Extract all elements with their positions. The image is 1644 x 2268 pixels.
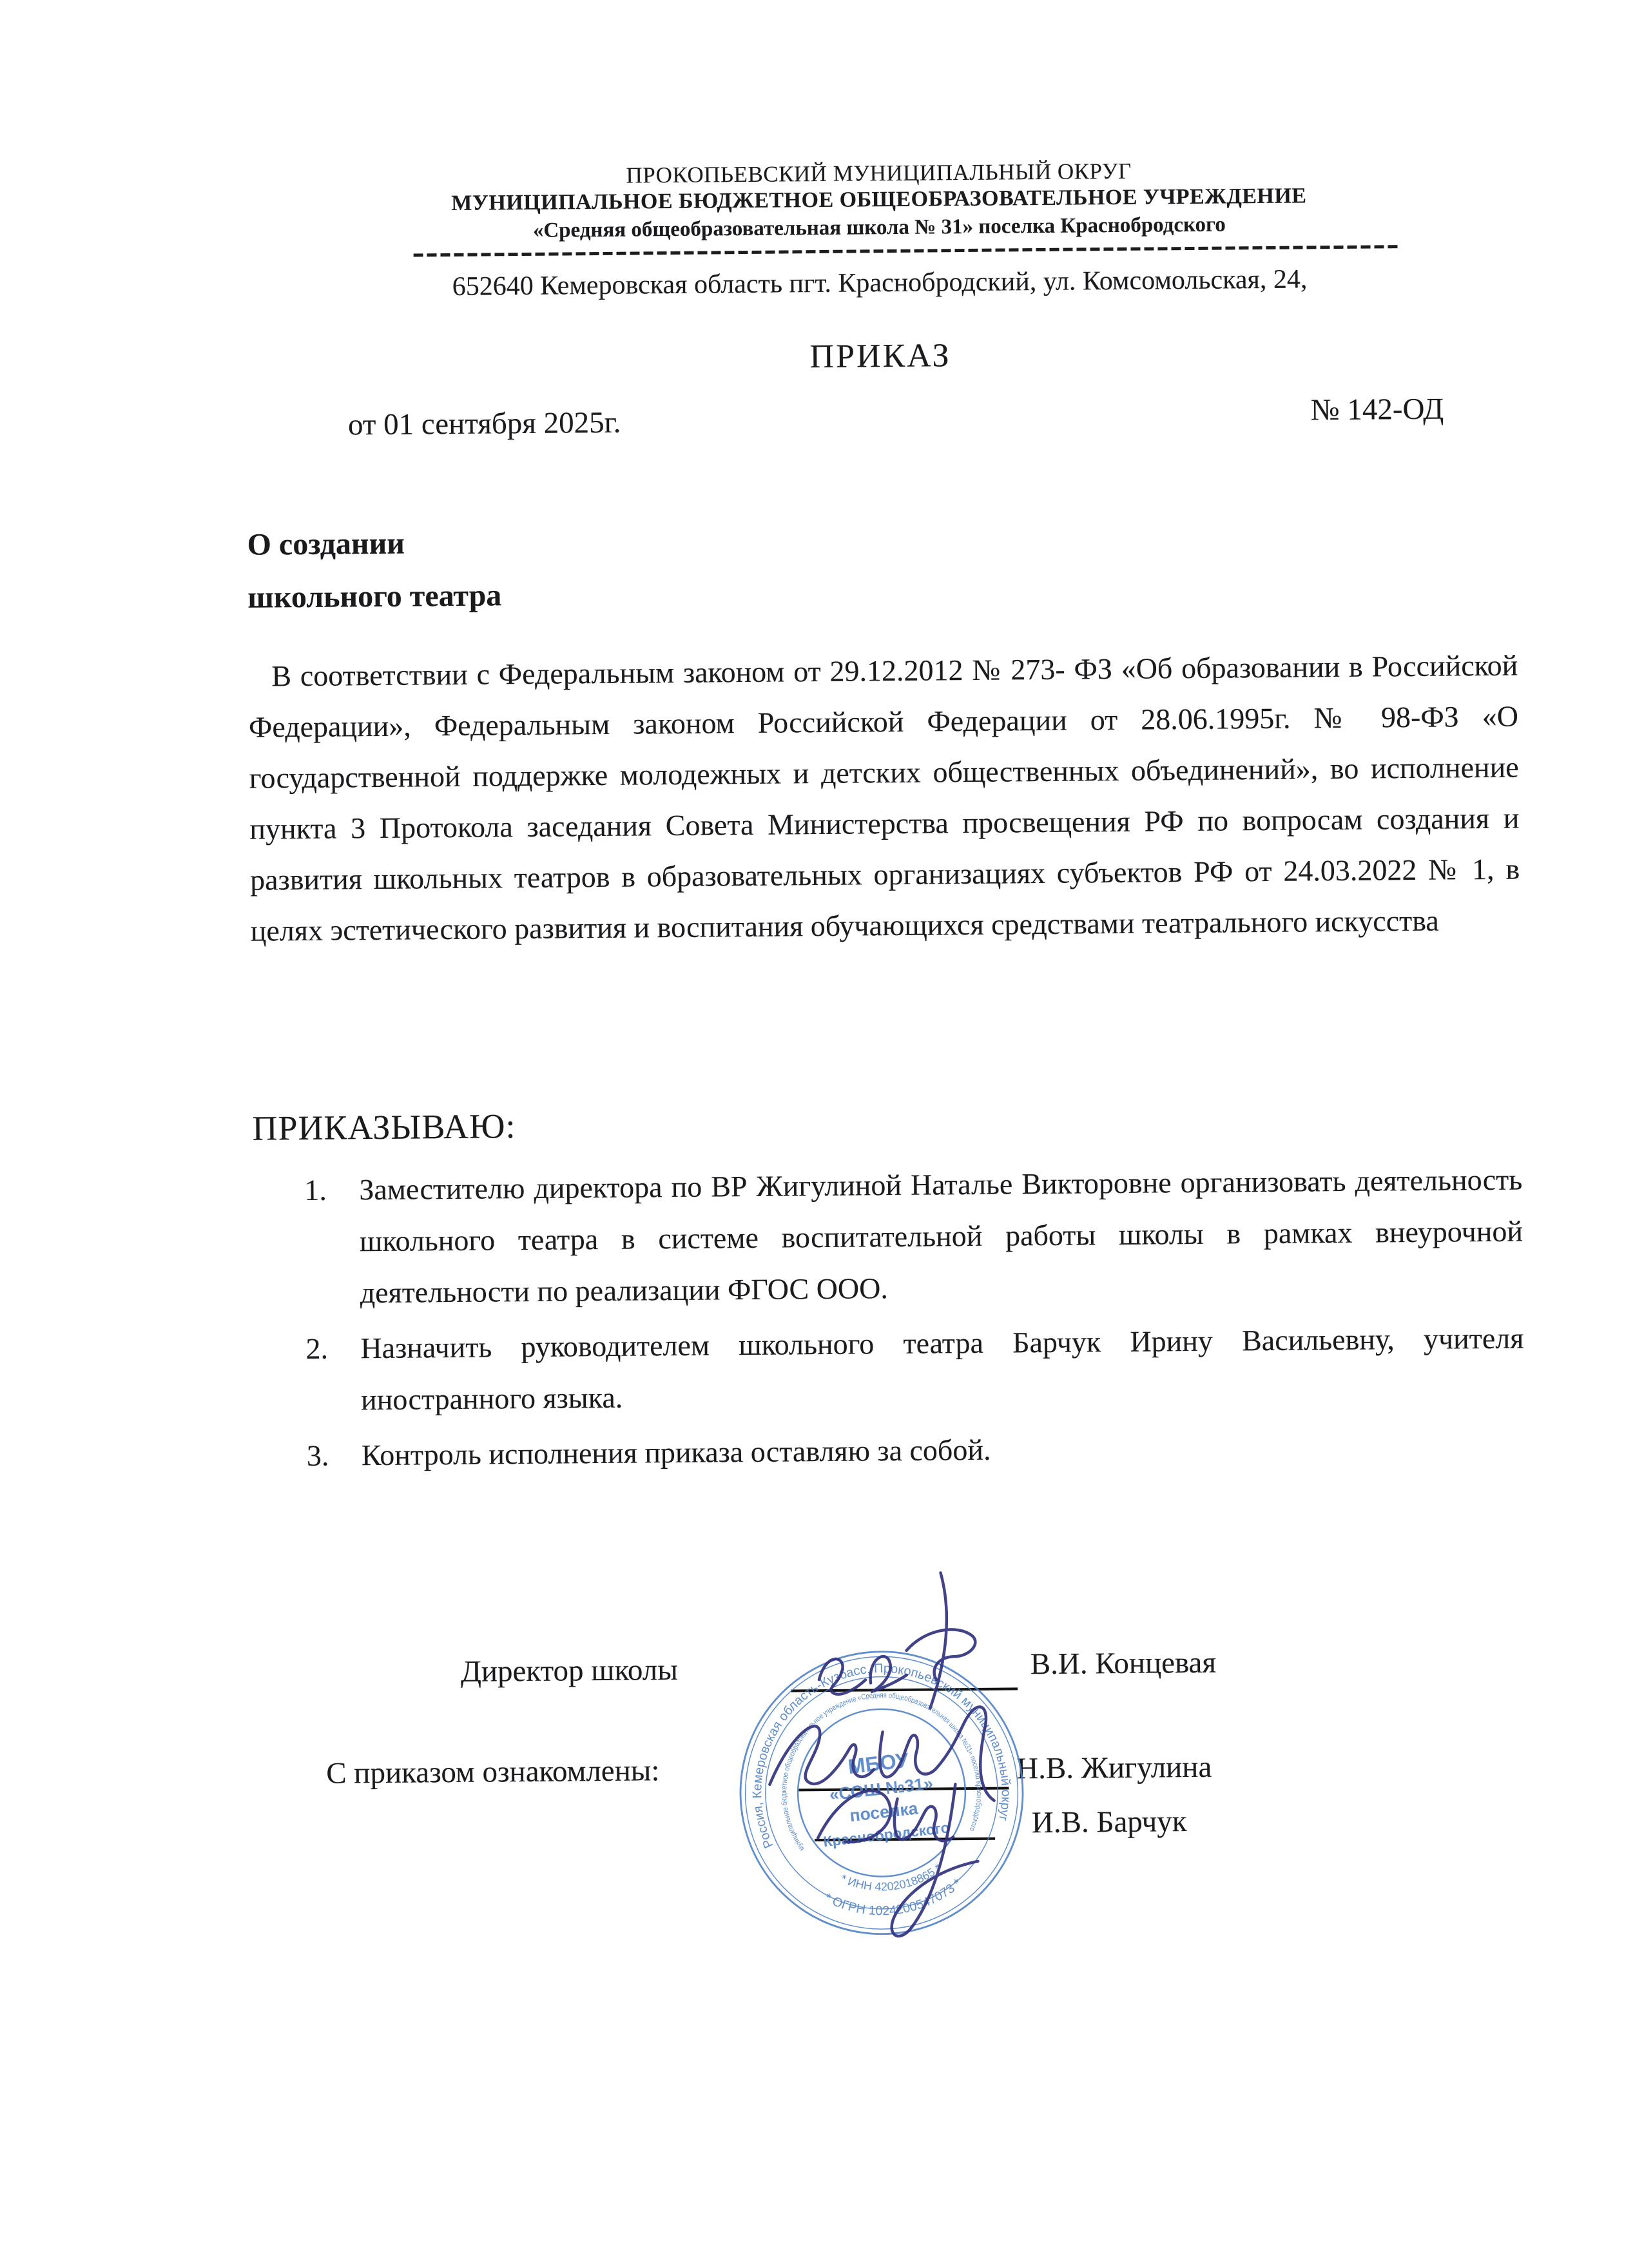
doc-date: от 01 сентября 2025г.: [347, 405, 621, 442]
org-district-line: ПРОКОПЬЕВСКИЙ МУНИЦИПАЛЬНЫЙ ОКРУГ: [626, 158, 1132, 188]
letterhead-dashed-separator: [414, 245, 1400, 257]
order-item-number: 3.: [306, 1439, 329, 1473]
doc-subject: [247, 516, 501, 624]
subject-line-1: О создании: [247, 526, 405, 562]
acknowledged-label: С приказом ознакомлены:: [325, 1754, 660, 1790]
director-name: В.И. Концевая: [1030, 1645, 1217, 1682]
stamp-center-line-2: «СОШ №31»: [828, 1773, 934, 1805]
order-item-number: 1.: [304, 1173, 327, 1207]
ack-name-2: И.В. Барчук: [1031, 1805, 1187, 1840]
barchuk-signature: [786, 1764, 1020, 1979]
order-item-text: Назначить руководителем школьного театра Барчук Ирину Васильевну, учителя иностранного языка.: [360, 1321, 1524, 1417]
stamp-inner-ring-text: муниципальное бюджетное общеобразовательное учреждение «Средняя общеобразовательная школа №31» поселка Краснобродского: [779, 1690, 984, 1853]
stamp-ogrn-text: * ОГРН 1024200547073 *: [822, 1876, 965, 1919]
order-item: [255, 1420, 1525, 1482]
preamble-paragraph: В соответствии с Федеральным законом от 29.12.2012 № 273- ФЗ «Об образовании в Российской Федерации», Федеральным законом Российской Федерации от 28.06.1995г. № 98-ФЗ «О государственной поддержке молодежных и детских общественных объединений», во исполнение пункта 3 Протокола заседания Совета Министерства просвещения РФ по вопросам создания и развития школьных театров в образовательных организациях субъектов РФ от 24.03.2022 № 1, в целях эстетического развития и воспитания обучающихся средствами театрального искусства: [248, 648, 1520, 947]
order-items-list: [253, 1150, 1525, 1482]
stamp-center-line-4: Краснобродского: [822, 1819, 951, 1850]
order-item-text: Заместителю директора по ВР Жигулиной Наталье Викторовне организовать деятельность школьного театра в системе воспитательной работы школы в рамках внеурочной деятельности по реализации ФГОС ООО.: [359, 1163, 1523, 1310]
order-item-text: Контроль исполнения приказа оставляю за собой.: [361, 1433, 991, 1472]
order-item: [253, 1154, 1523, 1320]
doc-title: ПРИКАЗ: [809, 337, 951, 376]
stamp-outer-ring-text: Россия, Кемеровская область-Кузбасс, Прокопьевский муниципальный округ: [750, 1661, 1013, 1850]
org-school-name-line: «Средняя общеобразовательная школа № 31» поселка Краснобродского: [532, 213, 1226, 242]
org-type-line: МУНИЦИПАЛЬНОЕ БЮДЖЕТНОЕ ОБЩЕОБРАЗОВАТЕЛЬНОЕ УЧРЕЖДЕНИЕ: [451, 184, 1307, 215]
org-address-line: 652640 Кемеровская область пгт. Краснобродский, ул. Комсомольская, 24,: [452, 264, 1308, 302]
stamp-center-line-3: поселка: [848, 1798, 919, 1826]
stamp-inn-text: * ИНН 4202018865 *: [838, 1861, 944, 1894]
order-item-number: 2.: [305, 1332, 329, 1366]
order-keyword: ПРИКАЗЫВАЮ:: [252, 1107, 516, 1148]
director-label: Директор школы: [460, 1653, 679, 1689]
document-content: [242, 0, 1532, 2266]
doc-number: № 142-ОД: [1310, 392, 1444, 427]
ack-name-1: Н.В. Жигулина: [1016, 1750, 1212, 1786]
stamp-center-line-1: МБОУ: [846, 1748, 910, 1779]
subject-line-2: школьного театра: [247, 578, 502, 615]
order-item: [254, 1313, 1524, 1427]
